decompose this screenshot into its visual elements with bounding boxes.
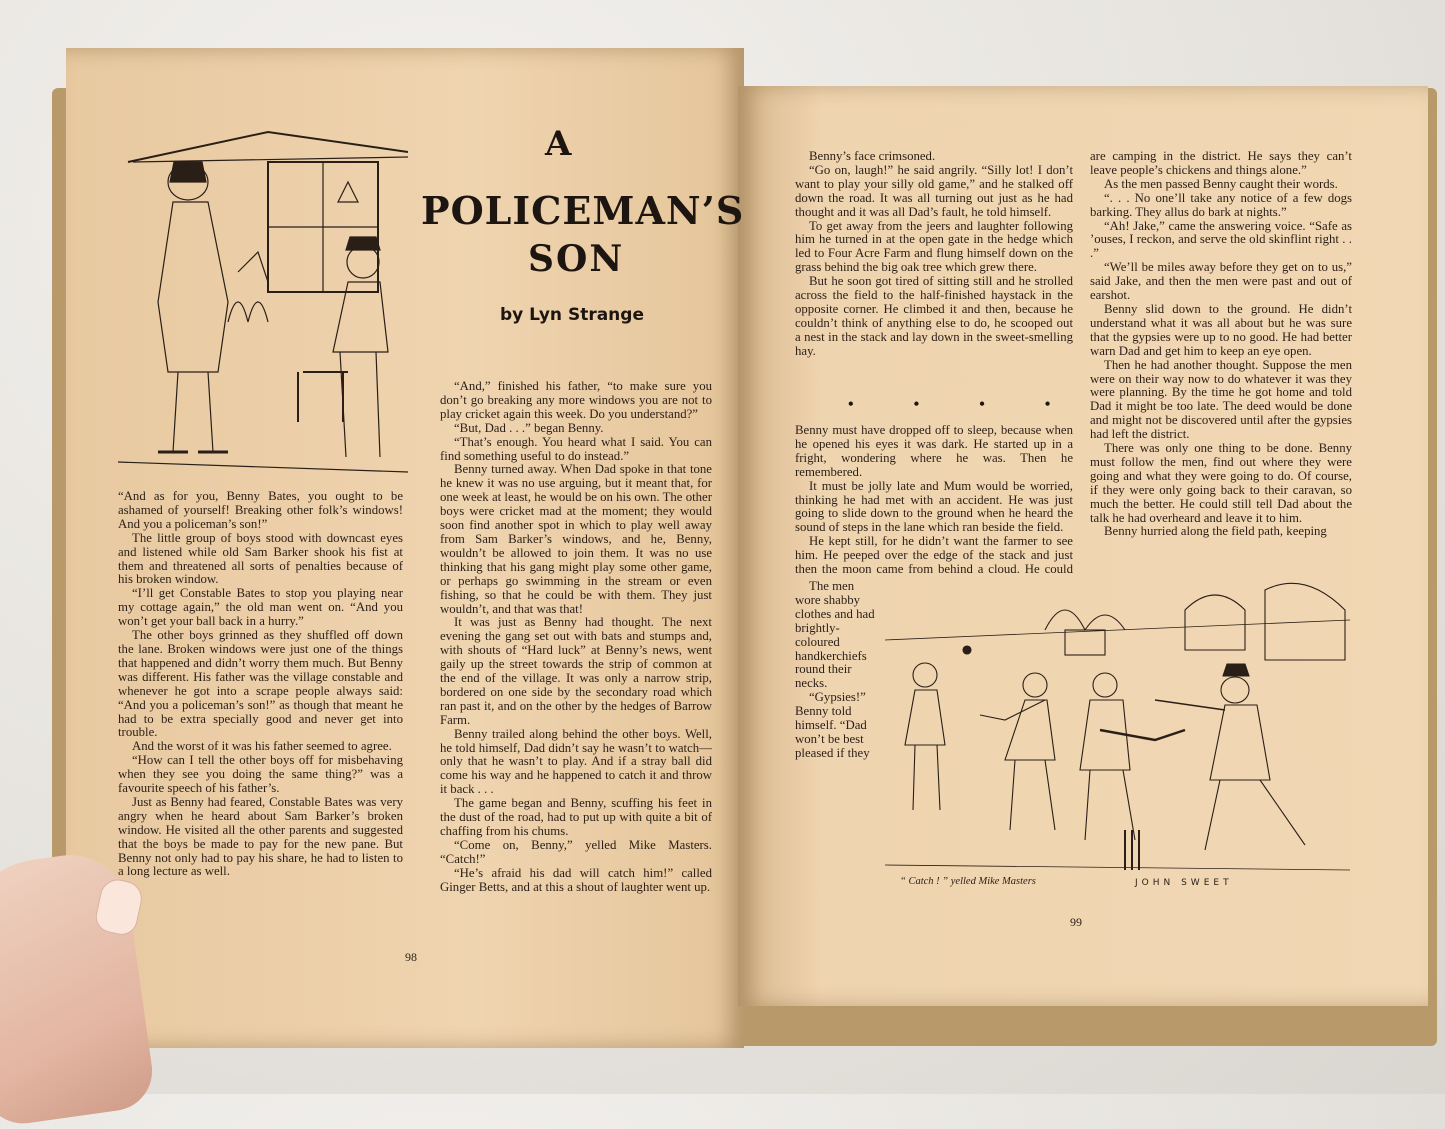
byline: by Lyn Strange	[500, 305, 644, 325]
section-break: • • • •	[848, 396, 1079, 413]
illustration-caption: “ Catch ! ” yelled Mike Masters	[900, 876, 1036, 887]
paragraph: Benny must have dropped off to sleep, because when he opened his eyes it was dark. He started up in a fright, wondering where he was. Then he remembered.	[795, 424, 1073, 479]
paragraph: Benny slid down to the ground. He didn’t understand what it was all about but he was sure that the gypsies were up to no good. He had better warn Dad and get him to keep an eye open.	[1090, 301, 1352, 358]
paragraph: He kept still, for he didn’t want the farmer to see him. He peeped over the edge of the stack and just then the moon came from behind a cloud. He could	[795, 534, 1073, 576]
page-number-right: 99	[1070, 915, 1082, 929]
paragraph: Benny trailed along behind the other boys. Well, he told himself, Dad didn’t say he wasn’t to watch—only that he wasn’t to play. And if a stray ball did come his way and he happened to catch it and throw it back . . .	[440, 726, 712, 797]
page-number-left: 98	[405, 950, 417, 964]
paragraph: “How can I tell the other boys off for misbehaving when they see you doing the same thing?” was a favourite speech of his father’s.	[118, 753, 403, 796]
paragraph: “Gypsies!” Benny told himself. “Dad won’t be best pleased if they	[795, 690, 870, 760]
illustrator-signature: JOHN SWEET	[1135, 878, 1233, 888]
paragraph: Benny turned away. When Dad spoke in that tone he knew it was no use arguing, but it meant that, for one week at least, he would be on his own. The other boys were cricket mad at the moment; they would soon find another spot in which to play well away from Sam Barker’s windows, and he, Benny, wouldn’t be allowed to join them. It was no use thinking that his gang might play some other game, or perhaps go swimming in the stream or even fishing, so that he could be with them. They just wouldn’t, and that was that!	[440, 462, 712, 616]
story-title: POLICEMAN’S	[421, 188, 745, 233]
paragraph: There was only one thing to be done. Benny must follow the men, find out where they were going and what they were going to do. Of course, if they were only going back to their caravan, so much the better. He could still tell Dad about the talk he had overheard and leave it to him.	[1090, 441, 1352, 525]
paragraph: “And,” finished his father, “to make sure you don’t go breaking any more windows you are not to play cricket again this week. Do you understand?”	[440, 380, 712, 421]
paragraph: The game began and Benny, scuffing his feet in the dust of the road, had to put up with quite a bit of chaffing from his chums.	[440, 796, 712, 838]
paragraph: And the worst of it was his father seemed to agree.	[132, 739, 392, 754]
left-column-1	[118, 490, 403, 930]
paragraph: “I’ll get Constable Bates to stop you playing near my cottage again,” the old man went on. “And you won’t get your ball back in a hurry.”	[118, 586, 403, 629]
paragraph: “We’ll be miles away before they get on to us,” said Jake, and then the men were past and out of earshot.	[1090, 260, 1352, 303]
paragraph: The little group of boys stood with downcast eyes and listened while old Sam Barker shook his fist at them and threatened all sorts of penalties because of his broken window.	[118, 530, 403, 587]
right-column-2	[1090, 150, 1352, 568]
paragraph: Just as Benny had feared, Constable Bates was very angry when he heard about Sam Barker’s broken window. He visited all the other parents and suggested that the boys be made to pay for the new pane. But Benny not only had to pay his share, he had to listen to a long lecture as well.	[118, 794, 403, 879]
paragraph: “That’s enough. You heard what I said. You can find something useful to do instead.”	[440, 434, 712, 463]
paragraph: To get away from the jeers and laughter following him he turned in at the open gate in the hedge which led to Four Acre Farm and flung himself down on the grass behind the big oak tree which grew there.	[795, 218, 1073, 275]
story-title-a: A	[545, 124, 574, 164]
cricket-illustration	[885, 580, 1350, 880]
left-column-2	[440, 380, 712, 950]
paragraph: It was just as Benny had thought. The next evening the gang set out with bats and stumps and, with shouts of “Hard luck” at Benny’s news, went gaily up the street towards the strip of common at the end of the village. It was only a narrow strip, bordered on one side by the secondary road which ran past it, and on the other by the hedges of Barrow Farm.	[440, 615, 712, 727]
paragraph: Benny hurried along the field path, keeping	[1104, 524, 1327, 539]
right-column-1-bottom	[795, 424, 1073, 576]
paragraph: “And as for you, Benny Bates, you ought to be ashamed of yourself! Breaking other folk’s windows! And you a policeman’s son!”	[118, 490, 403, 531]
paragraph: As the men passed Benny caught their words.	[1104, 176, 1338, 191]
paragraph: “Go on, laugh!” he said angrily. “Silly lot! I don’t want to play your silly old game,” and he stalked off down the road. It was all turning out just as he had thought and it was all Dad’s fault, he told himself.	[795, 162, 1073, 219]
paragraph: The men wore shabby clothes and had brightly-coloured handkerchiefs round their necks.	[795, 580, 875, 691]
paragraph: “Ah! Jake,” came the answering voice. “Safe as ’ouses, I reckon, and serve the old skinflint right . . .”	[1090, 218, 1352, 261]
paragraph: “Come on, Benny,” yelled Mike Masters. “Catch!”	[440, 837, 712, 866]
paragraph: “But, Dad . . .” began Benny.	[454, 420, 604, 435]
right-column-1-top	[795, 150, 1073, 385]
policeman-illustration	[118, 122, 408, 482]
paragraph: “He’s afraid his dad will catch him!” called Ginger Betts, and at this a shout of laughter went up.	[440, 865, 712, 894]
paragraph: are camping in the district. He says they can’t leave people’s chickens and things alone.”	[1090, 150, 1352, 177]
story-title-son: SON	[528, 238, 625, 280]
paragraph: Benny’s face crimsoned.	[809, 150, 936, 163]
paragraph: Then he had another thought. Suppose the men were on their way now to do whatever it was they were planning. By the time he got home and told Dad it might be too late. The deed would be done and might not be discovered until after the gypsies had left the district.	[1090, 357, 1352, 442]
paragraph: The other boys grinned as they shuffled off down the lane. Broken windows were just one of the things that happened and didn’t worry them much. But Benny was different. His father was the village constable and whenever he got into a scrape people always said: “And you a policeman’s son!” as though that meant he had to be extra specially good and never get into trouble.	[118, 628, 403, 740]
paragraph: It must be jolly late and Mum would be worried, thinking he had met with an accident. He was just going to slide down to the ground when he heard the sound of steps in the lane which ran beside the field.	[795, 478, 1073, 535]
paragraph: But he soon got tired of sitting still and he strolled across the field to the half-finished haystack in the opposite corner. He climbed it and then, because he couldn’t think of anything else to do, he scooped out a nest in the stack and lay down in the sweet-smelling hay.	[795, 274, 1073, 358]
right-column-1-narrow	[795, 580, 879, 915]
paragraph: “. . . No one’ll take any notice of a few dogs barking. They allus do bark at nights.”	[1090, 190, 1352, 219]
